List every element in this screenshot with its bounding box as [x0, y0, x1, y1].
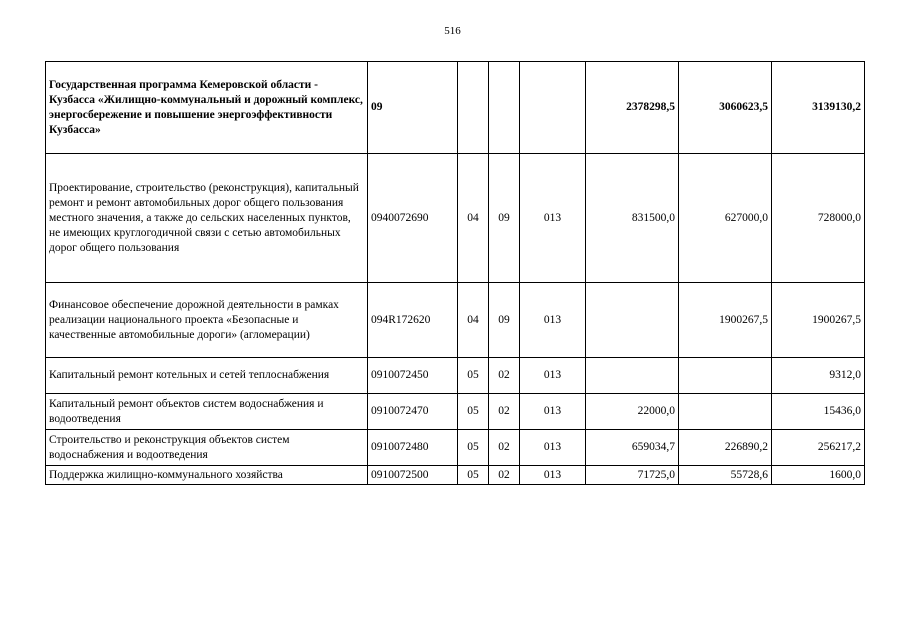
- row-year1-amount: [586, 283, 679, 358]
- budget-table: [45, 61, 865, 485]
- row-name: Государственная программа Кемеровской области - Кузбасса «Жилищно-коммунальный и дорожный комплекс, энергосбережение и повышение энергоэффективности Кузбасса»: [46, 62, 368, 154]
- row-year2-amount: 55728,6: [679, 466, 772, 485]
- row-section: [458, 62, 489, 154]
- row-subsection: 02: [489, 358, 520, 394]
- row-expense-type: 013: [520, 154, 586, 283]
- row-code: 09: [368, 62, 458, 154]
- row-year1-amount: 22000,0: [586, 394, 679, 430]
- row-expense-type: [520, 62, 586, 154]
- row-name: Финансовое обеспечение дорожной деятельности в рамках реализации национального проекта «Безопасные и качественные автомобильные дороги» (агломерации): [46, 283, 368, 358]
- row-expense-type: 013: [520, 358, 586, 394]
- row-year1-amount: 659034,7: [586, 430, 679, 466]
- row-expense-type: 013: [520, 430, 586, 466]
- row-year3-amount: 15436,0: [772, 394, 865, 430]
- row-year3-amount: 256217,2: [772, 430, 865, 466]
- table-row: [46, 283, 865, 358]
- table-row: [46, 358, 865, 394]
- row-expense-type: 013: [520, 283, 586, 358]
- table-row: [46, 394, 865, 430]
- row-name: Капитальный ремонт котельных и сетей теплоснабжения: [46, 358, 368, 394]
- row-code: 0940072690: [368, 154, 458, 283]
- row-section: 05: [458, 430, 489, 466]
- row-code: 0910072470: [368, 394, 458, 430]
- row-name: Строительство и реконструкция объектов систем водоснабжения и водоотведения: [46, 430, 368, 466]
- row-section: 05: [458, 358, 489, 394]
- row-subsection: 09: [489, 283, 520, 358]
- row-year2-amount: 627000,0: [679, 154, 772, 283]
- row-expense-type: 013: [520, 466, 586, 485]
- row-subsection: 09: [489, 154, 520, 283]
- row-code: 0910072480: [368, 430, 458, 466]
- table-row: [46, 430, 865, 466]
- row-expense-type: 013: [520, 394, 586, 430]
- row-section: 05: [458, 466, 489, 485]
- row-name: Поддержка жилищно-коммунального хозяйства: [46, 466, 368, 485]
- row-year2-amount: [679, 394, 772, 430]
- row-name: Капитальный ремонт объектов систем водоснабжения и водоотведения: [46, 394, 368, 430]
- row-subsection: 02: [489, 394, 520, 430]
- row-year3-amount: 1900267,5: [772, 283, 865, 358]
- page-number: 516: [444, 25, 461, 37]
- table-row: [46, 62, 865, 154]
- row-subsection: [489, 62, 520, 154]
- row-year2-amount: 226890,2: [679, 430, 772, 466]
- row-code: 0910072500: [368, 466, 458, 485]
- row-year2-amount: 3060623,5: [679, 62, 772, 154]
- row-year1-amount: 2378298,5: [586, 62, 679, 154]
- row-year3-amount: 728000,0: [772, 154, 865, 283]
- row-code: 094R172620: [368, 283, 458, 358]
- row-name: Проектирование, строительство (реконструкция), капитальный ремонт и ремонт автомобильных дорог общего пользования местного значения, а также до сельских населенных пунктов, не имеющих круглогодичной связи с сетью автомобильных дорог общего пользования: [46, 154, 368, 283]
- row-section: 04: [458, 154, 489, 283]
- row-year1-amount: 71725,0: [586, 466, 679, 485]
- row-year3-amount: 3139130,2: [772, 62, 865, 154]
- row-subsection: 02: [489, 466, 520, 485]
- row-year2-amount: [679, 358, 772, 394]
- row-year3-amount: 1600,0: [772, 466, 865, 485]
- row-year2-amount: 1900267,5: [679, 283, 772, 358]
- table-row: [46, 154, 865, 283]
- row-section: 05: [458, 394, 489, 430]
- row-year1-amount: 831500,0: [586, 154, 679, 283]
- row-section: 04: [458, 283, 489, 358]
- table-row: [46, 466, 865, 485]
- row-year1-amount: [586, 358, 679, 394]
- row-year3-amount: 9312,0: [772, 358, 865, 394]
- row-code: 0910072450: [368, 358, 458, 394]
- row-subsection: 02: [489, 430, 520, 466]
